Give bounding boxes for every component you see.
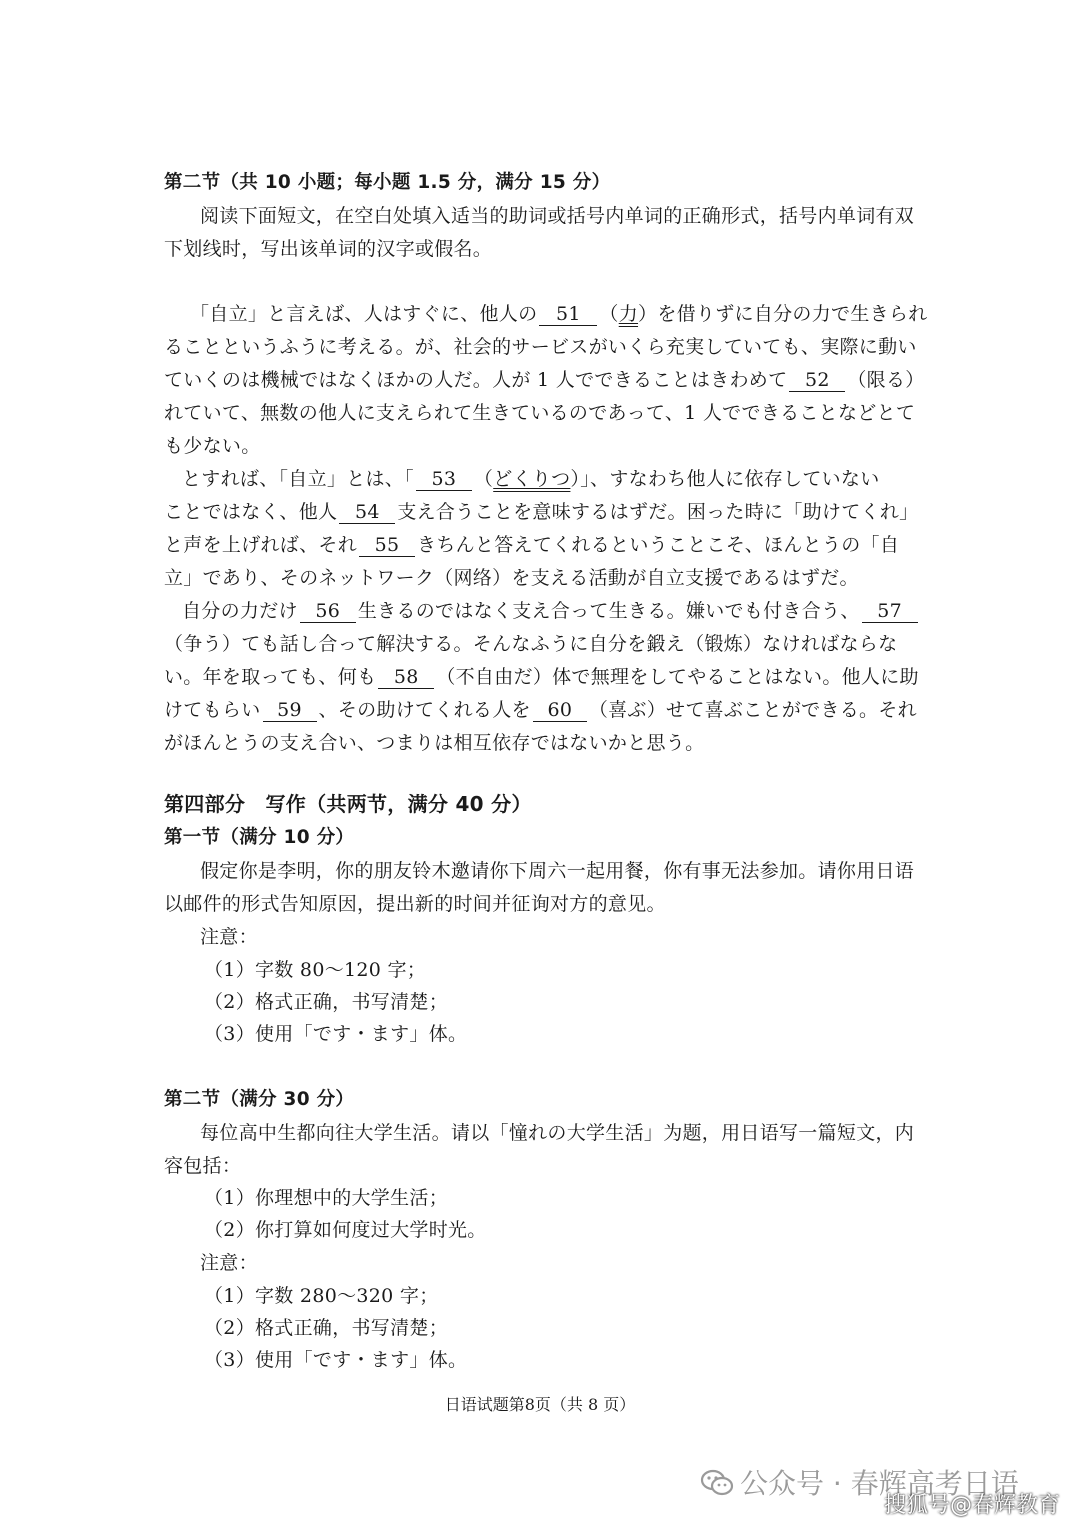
blank-60: 60 <box>533 699 587 722</box>
passage-line: と声を上げれば、それ 55 きちんと答えてくれるということこそ、ほんとうの「自 <box>164 534 900 556</box>
section-2-title: 第二节（共 10 小题；每小题 1.5 分，满分 15 分） <box>164 172 611 193</box>
passage-line: けてもらい 59 、その助けてくれる人を 60 （喜ぶ）せて喜ぶことができる。それ <box>164 699 917 721</box>
watermark-account: 公众号 · 春辉高考日语 <box>700 1462 1019 1502</box>
passage-line: れていて、無数の他人に支えられて生きているのであって、1 人でできることなどとて <box>164 402 916 424</box>
page-footer: 日语试题第8页（共 8 页） <box>444 1395 636 1414</box>
requirement-item: （3）使用「です・ます」体。 <box>204 1023 468 1045</box>
passage-line: ることというふうに考える。が、社会的サービスがいくら充実していても、実際に動い <box>164 336 917 358</box>
blank-53: 53 <box>416 468 472 491</box>
blank-59: 59 <box>263 699 317 722</box>
part-4-section-1-text: 假定你是李明，你的朋友铃木邀请你下周六一起用餐，你有事无法参加。请你用日语 <box>200 860 915 882</box>
passage-line: とすれば、「自立」とは、「 53 （どくりつ）」、すなわち他人に依存していない <box>182 468 880 490</box>
requirement-item: （2）格式正确，书写清楚； <box>204 1317 448 1339</box>
blank-52: 52 <box>789 369 845 392</box>
section-2-instruction-line: 下划线时，写出该单词的汉字或假名。 <box>164 238 493 260</box>
blank-55: 55 <box>359 534 415 557</box>
content-item: （1）你理想中的大学生活； <box>204 1187 448 1209</box>
double-underlined-word: どくりつ <box>493 468 571 490</box>
part-4-section-1-text: 以邮件的形式告知原因，提出新的时间并征询对方的意见。 <box>164 893 666 915</box>
section-2-instruction-line: 阅读下面短文，在空白处填入适当的助词或括号内单词的正确形式，括号内单词有双 <box>200 205 915 227</box>
part-4-section-2-text: 容包括： <box>164 1155 242 1177</box>
blank-51: 51 <box>539 303 597 326</box>
note-label: 注意： <box>200 926 258 948</box>
blank-57: 57 <box>862 600 918 623</box>
passage-line: も少ない。 <box>164 435 261 457</box>
passage-line: （争う）ても話し合って解決する。そんなふうに自分を鍛え（锻炼）なければならな <box>164 633 898 655</box>
passage-line: 自分の力だけ 56 生きるのではなく支え合って生きる。嫌いでも付き合う、 57 <box>182 598 920 624</box>
requirement-item: （3）使用「です・ます」体。 <box>204 1349 468 1371</box>
watermark-sohu: 搜狐号@春辉教育 <box>884 1493 1061 1518</box>
requirement-item: （1）字数 80～120 字； <box>204 959 427 981</box>
passage-line: ことではなく、他人 54 支え合うことを意味するはずだ。困った時に「助けてくれ」 <box>164 501 919 523</box>
passage-line: ていくのは機械ではなくほかの人だ。人が 1 人でできることはきわめて 52 （限る） <box>164 369 925 391</box>
passage-line: がほんとうの支え合い、つまりは相互依存ではないかと思う。 <box>164 732 705 754</box>
blank-56: 56 <box>300 600 356 623</box>
requirement-item: （2）格式正确，书写清楚； <box>204 991 448 1013</box>
blank-54: 54 <box>339 501 395 524</box>
part-4-title: 第四部分 写作（共两节，满分 40 分） <box>164 792 532 816</box>
part-4-section-2-text: 每位高中生都向往大学生活。请以「憧れの大学生活」为题，用日语写一篇短文，内 <box>200 1122 915 1144</box>
content-item: （2）你打算如何度过大学时光。 <box>204 1219 487 1241</box>
wechat-icon <box>700 1469 734 1497</box>
passage-line: 「自立」と言えば、人はすぐに、他人の 51 （力）を借りずに自分の力で生きられ <box>190 303 928 325</box>
requirement-item: （1）字数 280～320 字； <box>204 1285 439 1307</box>
passage-line: 立」であり、そのネットワーク（网络）を支える活動が自立支援であるはずだ。 <box>164 567 859 589</box>
part-4-section-1-title: 第一节（满分 10 分） <box>164 827 355 848</box>
part-4-section-2-title: 第二节（满分 30 分） <box>164 1089 355 1110</box>
blank-58: 58 <box>378 666 434 689</box>
passage-line: い。年を取っても、何も 58 （不自由だ）体で無理をしてやることはない。他人に助 <box>164 666 919 688</box>
double-underlined-word: 力 <box>618 303 639 325</box>
note-label: 注意： <box>200 1252 258 1274</box>
